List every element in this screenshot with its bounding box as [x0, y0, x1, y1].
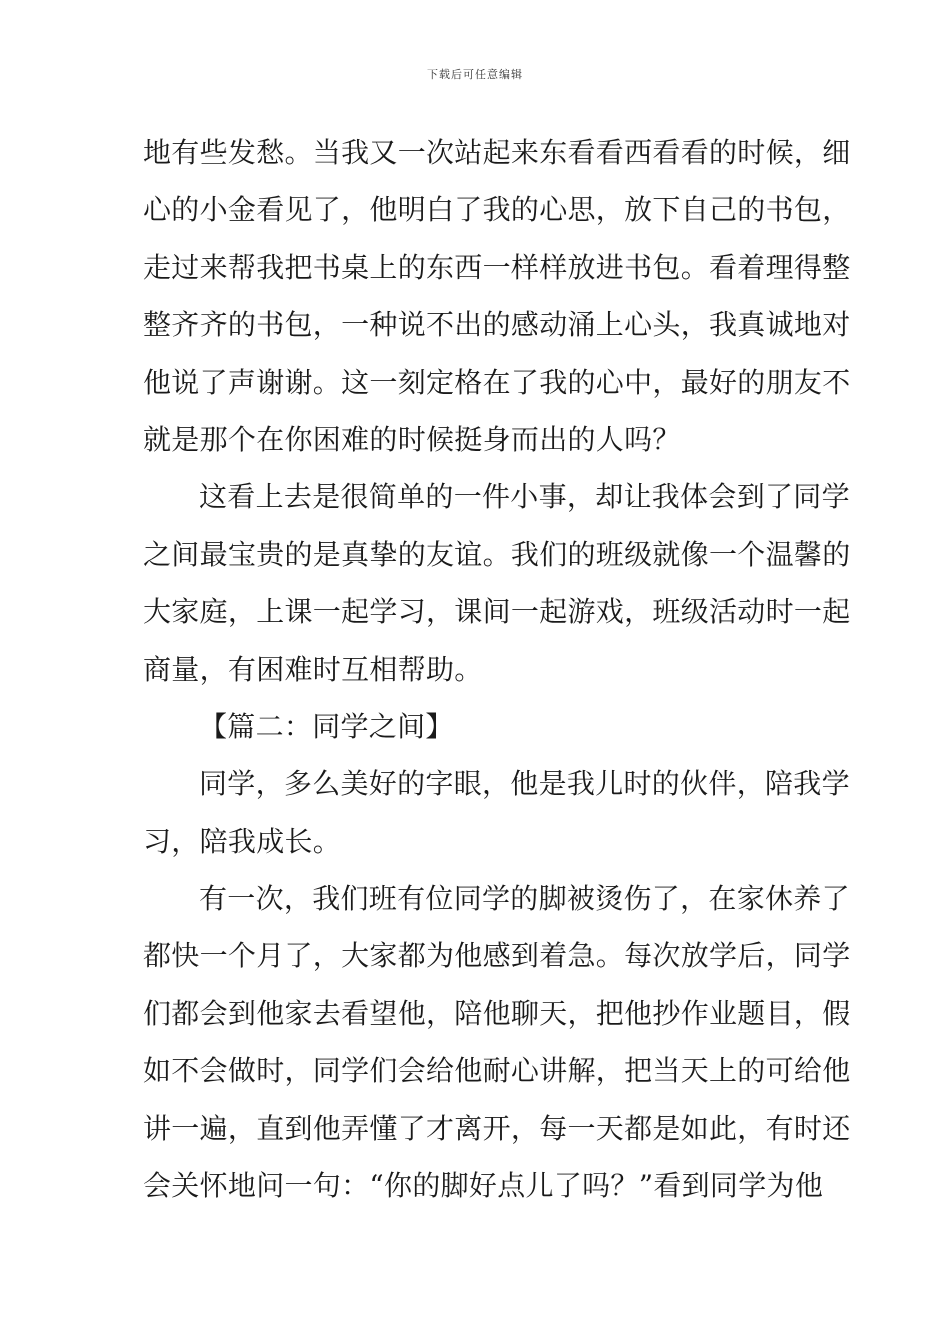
page-header: 下载后可任意编辑: [427, 68, 523, 81]
document-body: [143, 124, 851, 1214]
paragraph-first-line: 有一次，我们班有位同学的脚被烫伤了，在家休养了: [199, 882, 850, 916]
text-line: 就是那个在你困难的时候挺身而出的人吗？: [143, 422, 681, 456]
text-line: 们都会到他家去看望他，陪他聊天，把他抄作业题目，假: [143, 996, 851, 1030]
text-line: 商量，有困难时互相帮助。: [143, 652, 483, 686]
text-line: 都快一个月了，大家都为他感到着急。每次放学后，同学: [143, 939, 851, 973]
text-line: 地有些发愁。当我又一次站起来东看看西看看的时候，细: [143, 136, 851, 169]
text-line: 心的小金看见了，他明白了我的心思，放下自己的书包，: [143, 193, 851, 227]
text-line: 讲一遍，直到他弄懂了才离开，每一天都是如此，有时还: [143, 1111, 851, 1145]
text-line: 会关怀地问一句：“你的脚好点儿了吗？”看到同学为他: [143, 1169, 824, 1203]
text-line: 习，陪我成长。: [143, 824, 342, 858]
paragraph-first-line: 这看上去是很简单的一件小事，却让我体会到了同学: [199, 480, 850, 514]
text-line: 之间最宝贵的是真挚的友谊。我们的班级就像一个温馨的: [143, 537, 851, 571]
text-line: 如不会做时，同学们会给他耐心讲解，把当天上的可给他: [143, 1054, 851, 1088]
paragraph-first-line: 同学，多么美好的字眼，他是我儿时的伙伴，陪我学: [199, 767, 850, 801]
text-line: 他说了声谢谢。这一刻定格在了我的心中，最好的朋友不: [143, 365, 851, 399]
text-line: 大家庭，上课一起学习，课间一起游戏，班级活动时一起: [143, 595, 851, 629]
section-heading: 【篇二：同学之间】: [199, 709, 454, 743]
text-line: 整齐齐的书包，一种说不出的感动涌上心头，我真诚地对: [143, 308, 851, 342]
text-line: 走过来帮我把书桌上的东西一样样放进书包。看着理得整: [143, 250, 851, 284]
